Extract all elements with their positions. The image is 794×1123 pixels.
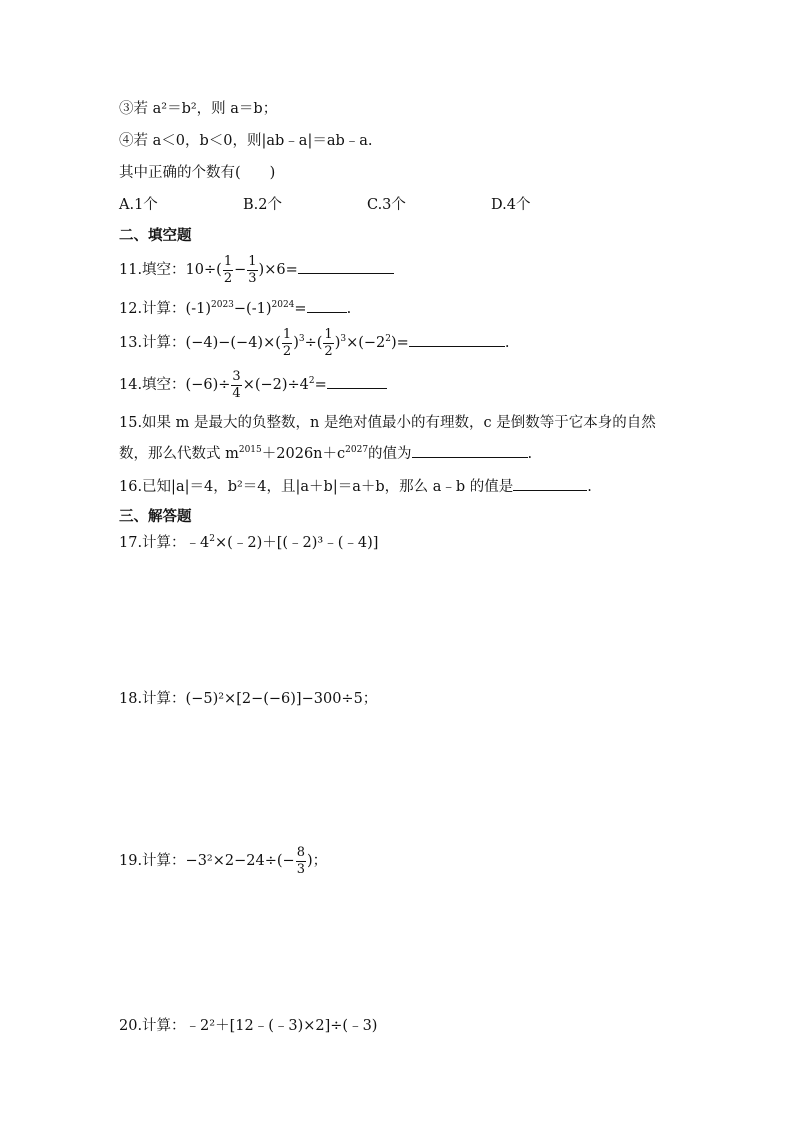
question-17: 17.计算：$﹣4^2\times(﹣2)+[(﹣2)^3﹣(﹣4)]$ bbox=[119, 534, 379, 551]
question-20: 20.计算：﹣2²＋[12﹣(﹣3)×2]÷(﹣3) bbox=[119, 1018, 378, 1034]
question-15-line-2: 数，那么代数式 $m^{2015}+2026n+c^{2027}$的值为 . bbox=[119, 443, 532, 464]
option-d[interactable]: D.4个 bbox=[491, 197, 531, 213]
section-fill-heading: 二、填空题 bbox=[119, 228, 192, 244]
question-16: 16.已知|a|＝4，b²＝4，且|a＋b|＝a＋b，那么 a﹣b 的值是 . bbox=[119, 476, 592, 497]
question-18: 18.计算：(−5)²×[2−(−6)]−300÷5； bbox=[119, 691, 378, 707]
question-12: 12.计算：$(-1)^{2023}-(-1)^{2024}=$ . bbox=[119, 298, 351, 319]
answer-blank[interactable] bbox=[412, 443, 528, 458]
answer-blank[interactable] bbox=[298, 259, 394, 274]
question-11: 11.填空：10÷( $\frac{1}{2}$ − $\frac{1}{3}$ )×6= bbox=[119, 253, 394, 287]
fraction: $\frac{1}{3}$ bbox=[248, 253, 257, 286]
fraction: $\frac{3}{4}$ bbox=[232, 368, 241, 401]
answer-blank[interactable] bbox=[307, 298, 347, 313]
answer-blank[interactable] bbox=[513, 476, 587, 491]
answer-blank[interactable] bbox=[327, 374, 387, 389]
question-19: 19.计算：−3²×2−24÷(− $\frac{8}{3}$ )； bbox=[119, 844, 328, 877]
fraction: $\frac{8}{3}$ bbox=[296, 844, 305, 877]
fraction: $\frac{1}{2}$ bbox=[324, 326, 333, 359]
option-b[interactable]: B.2个 bbox=[243, 197, 282, 213]
option-a[interactable]: A.1个 bbox=[119, 197, 158, 213]
question-13: 13.计算：(−4)−(−4)×( $\frac{1}{2}$ )$^3$÷( $\frac{1}{2}$ )$^3\times(-2^2)=$ . bbox=[119, 326, 510, 359]
answer-blank[interactable] bbox=[409, 332, 505, 347]
section-solve-heading: 三、解答题 bbox=[119, 509, 192, 525]
fraction: $\frac{1}{2}$ bbox=[223, 253, 233, 286]
answer-options bbox=[119, 195, 615, 215]
question-15-line-1: 15.如果 m 是最大的负整数，n 是绝对值最小的有理数，c 是倒数等于它本身的自然 bbox=[119, 415, 656, 431]
option-c[interactable]: C.3个 bbox=[367, 197, 406, 213]
statement-4: ④若 a＜0，b＜0，则|ab﹣a|＝ab﹣a. bbox=[119, 133, 373, 149]
fraction: $\frac{1}{2}$ bbox=[282, 326, 292, 359]
question-stem: 其中正确的个数有( ) bbox=[119, 165, 276, 181]
question-14: 14.填空：(−6)÷ $\frac{3}{4}$ $\times(-2)\div 4^2=$ bbox=[119, 368, 387, 402]
statement-3: ③若 a²＝b²，则 a＝b； bbox=[119, 101, 278, 117]
